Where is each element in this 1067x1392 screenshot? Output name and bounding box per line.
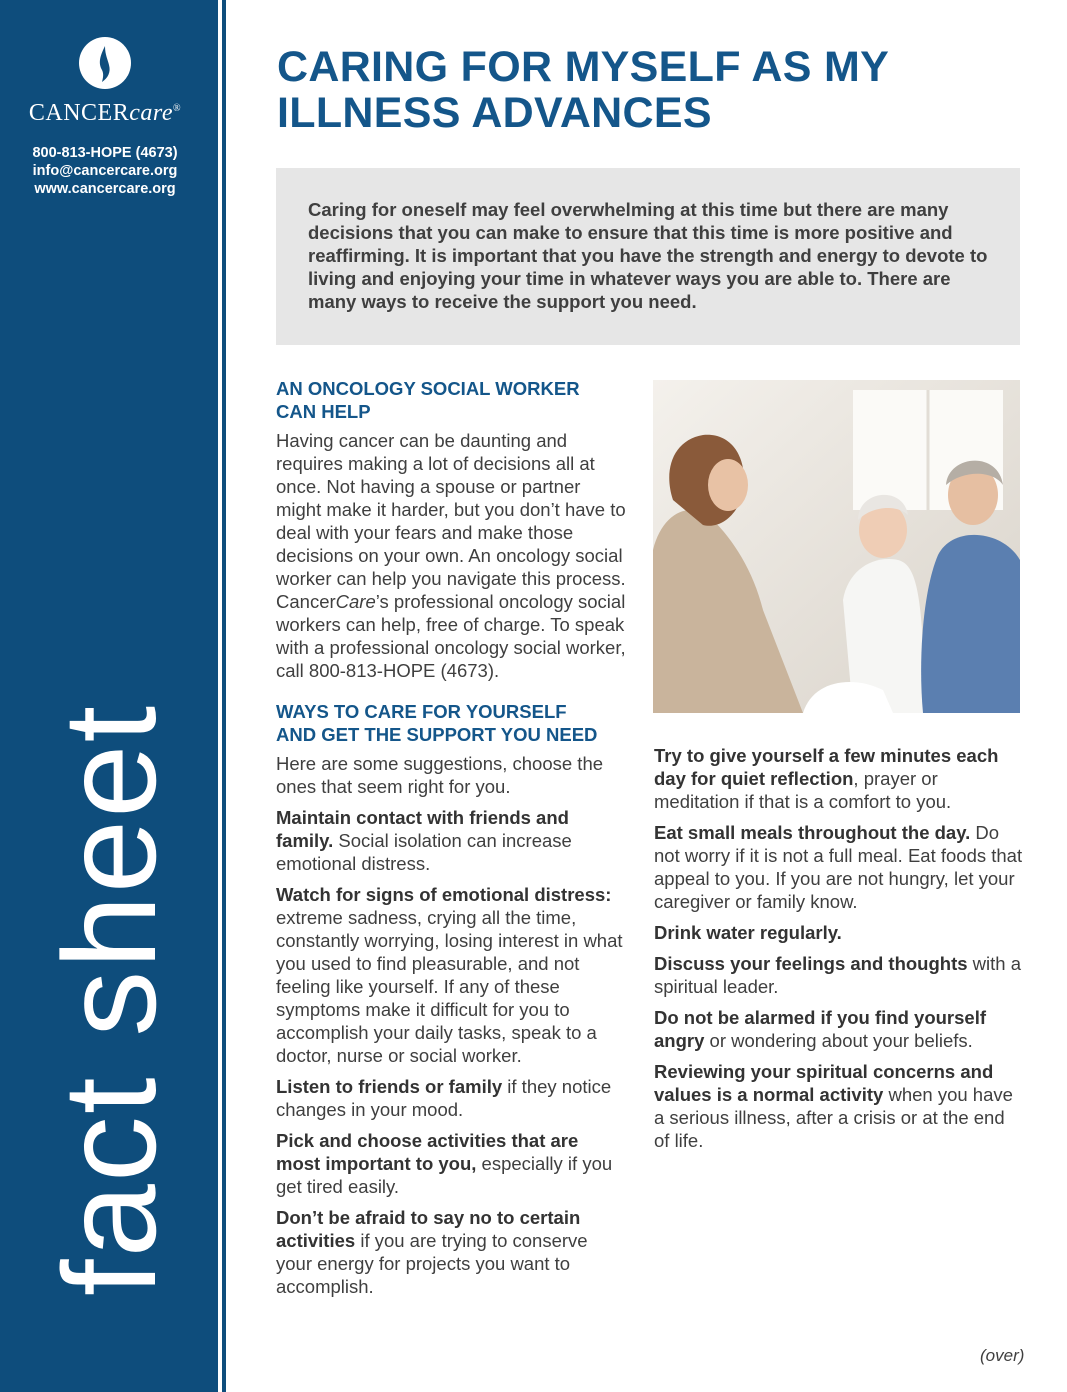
tip-item (654, 921, 1024, 944)
tip-item (276, 883, 626, 1067)
section1-heading-line-2: CAN HELP (276, 401, 371, 422)
tip-item (654, 744, 1024, 813)
section1-heading (276, 377, 626, 423)
contact-info (0, 144, 210, 198)
tip-bold: Eat small meals throughout the day. (654, 822, 971, 843)
section1-body-italic: Care (335, 591, 376, 612)
tip-bold: Drink water regularly. (654, 922, 842, 943)
tip-bold: Listen to friends or family (276, 1076, 503, 1097)
tip-bold: Discuss your feelings and thoughts (654, 953, 968, 974)
tip-bold: Pick and choose activities that are most important to you, (276, 1130, 579, 1174)
over-note: (over) (980, 1346, 1025, 1365)
intro-box (276, 168, 1020, 345)
section1-heading-line-1: AN ONCOLOGY SOCIAL WORKER (276, 378, 580, 399)
website-link: www.cancercare.org (34, 181, 176, 197)
section1-body (276, 429, 626, 682)
section2-heading-line-2: AND GET THE SUPPORT YOU NEED (276, 724, 598, 745)
right-column (654, 744, 1024, 1160)
title-line-1: CARING FOR MYSELF AS MY (277, 43, 890, 91)
tip-item (276, 1206, 626, 1298)
tip-text: or wondering about your beliefs. (704, 1030, 973, 1051)
tip-bold: Maintain contact with friends and family. (276, 807, 569, 851)
section1-body-a: Having cancer can be daunting and requires making a lot of decisions all at once. Not having a spouse or partner might make it harder, but you don’t have to deal with your fears and make those decisions on your own. An oncology social worker can help you navigate this process. Cancer (276, 430, 626, 612)
tip-item (654, 821, 1024, 913)
logo-italic: care (129, 100, 173, 126)
email-address: info@cancercare.org (32, 163, 178, 179)
tip-item (276, 806, 626, 875)
tip-text: , prayer or meditation if that is a comfort to you. (654, 768, 952, 812)
tip-text: Social isolation can increase emotional distress. (276, 830, 572, 874)
section1-body-b: ’s professional oncology social workers can help, free of charge. To speak with a professional oncology social worker, call 800-813-HOPE (4673). (276, 591, 626, 681)
fact-sheet-label: fact sheet (36, 703, 183, 1297)
logo-main: CANCER (28, 100, 130, 126)
section2-heading (276, 700, 626, 746)
section2-heading-line-1: WAYS TO CARE FOR YOURSELF (276, 701, 567, 722)
phone-number: 800-813-HOPE (4673) (32, 145, 178, 161)
tip-item (276, 1075, 626, 1121)
title-line-2: ILLNESS ADVANCES (277, 89, 712, 137)
logo-reg: ® (173, 103, 182, 114)
tip-bold: Watch for signs of emotional distress: (276, 884, 612, 905)
tip-text: with a spiritual leader. (654, 953, 1021, 997)
page-title (277, 44, 1037, 136)
tip-text: Do not worry if it is not a full meal. Eat foods that appeal to you. If you are not hungry, let your caregiver or family know. (654, 822, 1023, 912)
candle-flame-logo-icon (78, 36, 132, 90)
tip-bold: Don’t be afraid to say no to certain activities (276, 1207, 581, 1251)
tip-text: if you are trying to conserve your energy for projects you want to accomplish. (276, 1230, 588, 1297)
tip-item (654, 1060, 1024, 1152)
section2-intro: Here are some suggestions, choose the ones that seem right for you. (276, 753, 604, 797)
sidebar-divider (222, 0, 226, 1392)
left-column (276, 377, 626, 1306)
intro-text: Caring for oneself may feel overwhelming at this time but there are many decisions that you can make to ensure that this time is more positive and reaffirming. It is important that you have the strength and energy to devote to living and enjoying your time in whatever ways you are able to. There are many ways to receive the support you need. (308, 199, 988, 312)
tip-text: especially if you get tired easily. (276, 1153, 613, 1197)
tip-item (654, 1006, 1024, 1052)
tip-text: when you have a serious illness, after a crisis or at the end of life. (654, 1084, 1013, 1151)
tip-bold: Reviewing your spiritual concerns and values is a normal activity (654, 1061, 994, 1105)
sidebar (0, 0, 218, 1392)
tip-bold: Try to give yourself a few minutes each day for quiet reflection (654, 745, 999, 789)
tip-item (276, 1129, 626, 1198)
tip-text: extreme sadness, crying all the time, constantly worrying, losing interest in what you used to find pleasurable, and not feeling like yourself. If any of these symptoms make it difficult for you to accomplish your daily tasks, speak to a doctor, nurse or social worker. (276, 907, 623, 1066)
caregivers-photo (653, 380, 1020, 713)
brand-logo (0, 100, 210, 127)
tip-bold: Do not be alarmed if you find yourself angry (654, 1007, 987, 1051)
tip-text: if they notice changes in your mood. (276, 1076, 612, 1120)
tip-item (654, 952, 1024, 998)
